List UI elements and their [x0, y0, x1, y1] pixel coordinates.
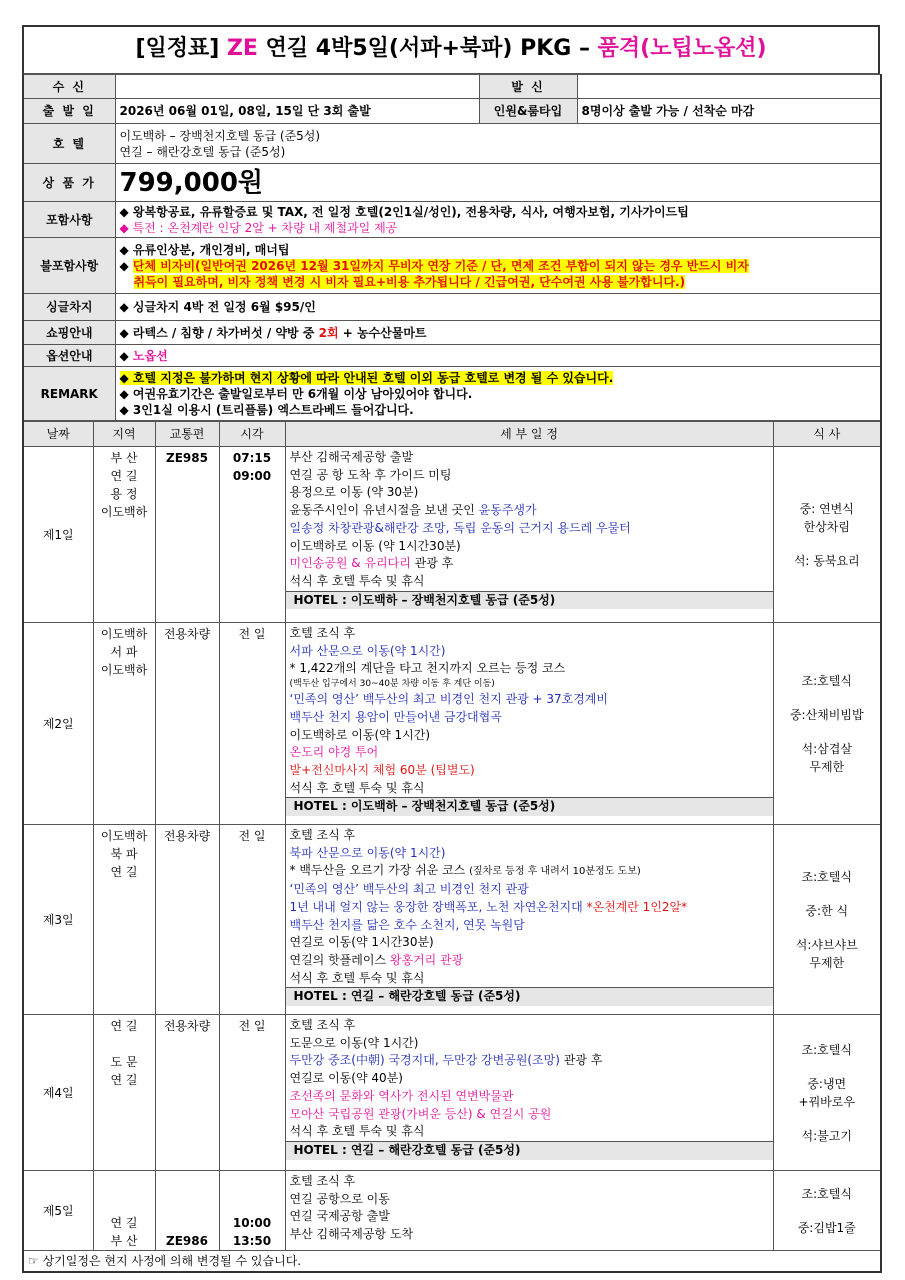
day-transport: 전용차량 [155, 623, 219, 825]
day-regions: 연 길 부 산 [93, 1171, 155, 1251]
day-hotel: HOTEL : 이도백하 – 장백천지호텔 동급 (준5성) [286, 797, 773, 816]
day-meals: 조:호텔식 중:한 식 석:샤브샤브 무제한 [773, 825, 881, 1015]
shopping-label: 쇼핑안내 [23, 321, 115, 345]
day-hotel: HOTEL : 연길 – 해란강호텔 동급 (준5성) [286, 1141, 773, 1160]
day-transport: ZE985 [155, 447, 219, 623]
option-value: ◆ 노옵션 [115, 345, 881, 367]
day-regions: 이도백하 서 파 이도백하 [93, 623, 155, 825]
pax-value: 8명이상 출발 가능 / 선착순 마감 [577, 99, 881, 124]
header-date: 날짜 [23, 422, 93, 447]
shopping-row [23, 321, 881, 345]
departure-row [23, 99, 881, 124]
remark-line: ◆ 여권유효기간은 출발일로부터 만 6개월 이상 남아있어야 합니다. [119, 386, 473, 401]
sender-label: 발 신 [479, 75, 577, 99]
include-value [115, 202, 881, 238]
single-label: 싱글차지 [23, 294, 115, 321]
sender-value [577, 75, 881, 99]
day-detail: 호텔 조식 후 도문으로 이동(약 1시간) 두만강 중조(中朝) 국경지대, 두만강 강변공원(조망) 관광 후 연길로 이동(약 40분) 조선족의 문화와 역사가 전시된 연변박물관 모아산 국립공원 관광(가벼운 등산) & 연길시 공원 석식 후 호텔 투숙 및 휴식 HOTEL : 연길 – 해란강호텔 동급 (준5성) [285, 1015, 773, 1171]
include-label: 포함사항 [23, 202, 115, 238]
header-detail: 세 부 일 정 [285, 422, 773, 447]
include-line: ◆ 왕복항공료, 유류할증료 및 TAX, 전 일정 호텔(2인1실/성인), 전용차량, 식사, 여행자보험, 기사가이드팁 [119, 204, 689, 219]
schedule-header-row [23, 422, 881, 447]
day-meals: 조:호텔식 중:산채비빔밥 석:삼겹살 무제한 [773, 623, 881, 825]
footer-note: ☞ 상기일정은 현지 사정에 의해 변경될 수 있습니다. [23, 1251, 881, 1272]
shopping-value: ◆ 라텍스 / 침향 / 차가버섯 / 약방 중 2회 + 농수산물마트 [115, 321, 881, 345]
day-transport: 전용차량 [155, 825, 219, 1015]
option-row [23, 345, 881, 367]
itinerary-document [22, 25, 880, 1273]
exclude-visa-line: ◆ 단체 비자비(일반여권 2026년 12월 31일까지 무비자 연장 기준 / 단, 면제 조건 부합이 되지 않는 경우 반드시 비자 [119, 258, 749, 273]
day-meals: 중: 연변식 한상차림 석: 동북요리 [773, 447, 881, 623]
day-hotel: HOTEL : 연길 – 해란강호텔 동급 (준5성) [286, 987, 773, 1006]
day-times: 07:15 09:00 [219, 447, 285, 623]
info-table [22, 74, 882, 421]
single-row [23, 294, 881, 321]
recipient-row [23, 75, 881, 99]
header-region: 지역 [93, 422, 155, 447]
day-label: 제4일 [23, 1015, 93, 1171]
exclude-row [23, 238, 881, 294]
hotel-line: 이도백하 – 장백천지호텔 동급 (준5성) [119, 128, 321, 143]
day-row-2 [23, 623, 881, 825]
day-regions: 연 길 도 문 연 길 [93, 1015, 155, 1171]
remark-line: ◆ 호텔 지정은 불가하며 현지 상황에 따라 안내된 호텔 이외 동급 호텔로 변경 될 수 있습니다. [119, 370, 614, 385]
hotel-value [115, 124, 881, 164]
day-detail: 호텔 조식 후 서파 산문으로 이동(약 1시간) * 1,422개의 계단을 타고 천지까지 오르는 등정 코스 (백두산 입구에서 30~40분 차량 이동 후 계단 이동) ‘민족의 영산’ 백두산의 최고 비경인 천지 관광 + 37호경계비 백두산 천지 용암이 만들어낸 금강대협곡 이도백하로 이동(약 1시간) 온도리 야경 투어 발+전신마사지 체험 60분 (팁별도) 석식 후 호텔 투숙 및 휴식 HOTEL : 이도백하 – 장백천지호텔 동급 (준5성) [285, 623, 773, 825]
option-label: 옵션안내 [23, 345, 115, 367]
recipient-label: 수 신 [23, 75, 115, 99]
remark-label: REMARK [23, 367, 115, 421]
hotel-line: 연길 – 해란강호텔 동급 (준5성) [119, 144, 286, 159]
hotel-row [23, 124, 881, 164]
day-times: 10:00 13:50 [219, 1171, 285, 1251]
exclude-label: 불포함사항 [23, 238, 115, 294]
day-meals: 조:호텔식 중:냉면 +꿔바로우 석:불고기 [773, 1015, 881, 1171]
header-meal: 식 사 [773, 422, 881, 447]
day-transport: ZE986 [155, 1171, 219, 1251]
day-regions: 부 산 연 길 용 정 이도백하 [93, 447, 155, 623]
day-detail: 호텔 조식 후 북파 산문으로 이동(약 1시간) * 백두산을 오르기 가장 쉬운 코스 (짚차로 등정 후 내려서 10분정도 도보) ‘민족의 영산’ 백두산의 최고 비경인 천지 관광 1년 내내 얼지 않는 웅장한 장백폭포, 노천 자연온천지대 *온천계란 1인2알* 백두산 천지를 닮은 호수 소천지, 연못 녹원담 연길로 이동(약 1시간30분) 연길의 핫플레이스 왕홍거리 관광 석식 후 호텔 투숙 및 휴식 HOTEL : 연길 – 해란강호텔 동급 (준5성) [285, 825, 773, 1015]
day-detail: 호텔 조식 후 연길 공항으로 이동 연길 국제공항 출발 부산 김해국제공항 도착 [285, 1171, 773, 1251]
remark-value [115, 367, 881, 421]
day-row-5 [23, 1171, 881, 1251]
departure-value: 2026년 06월 01일, 08일, 15일 단 3회 출발 [115, 99, 479, 124]
day-label: 제3일 [23, 825, 93, 1015]
price-row [23, 164, 881, 202]
header-time: 시각 [219, 422, 285, 447]
day-row-4 [23, 1015, 881, 1171]
exclude-line: ◆ 유류인상분, 개인경비, 매너팁 [119, 242, 290, 257]
day-row-1 [23, 447, 881, 623]
day-time: 전 일 [219, 623, 285, 825]
day-time: 전 일 [219, 825, 285, 1015]
day-transport: 전용차량 [155, 1015, 219, 1171]
header-transport: 교통편 [155, 422, 219, 447]
title-main: 연길 4박5일(서파+북파) PKG – [257, 36, 598, 61]
single-value: ◆ 싱글차지 4박 전 일정 6월 $95/인 [115, 294, 881, 321]
footer-row [23, 1251, 881, 1272]
price-label: 상 품 가 [23, 164, 115, 202]
day-label: 제1일 [23, 447, 93, 623]
day-row-3 [23, 825, 881, 1015]
price-value: 799,000원 [115, 164, 881, 202]
day-label: 제2일 [23, 623, 93, 825]
day-detail: 부산 김해국제공항 출발 연길 공 항 도착 후 가이드 미팅 용정으로 이동 (약 30분) 윤동주시인이 유년시절을 보낸 곳인 윤동주생가 일송정 차창관광&해란강 조망, 독립 운동의 근거지 용드레 우물터 이도백하로 이동 (약 1시간30분) 미인송공원 & 유리다리 관광 후 석식 후 호텔 투숙 및 휴식 HOTEL : 이도백하 – 장백천지호텔 동급 (준5성) [285, 447, 773, 623]
document-title [22, 25, 880, 74]
remark-row [23, 367, 881, 421]
include-benefit-line: ◆ 특전 : 온천계란 인당 2알 + 차량 내 제철과일 제공 [119, 220, 398, 235]
hotel-label: 호 텔 [23, 124, 115, 164]
day-meals: 조:호텔식 중:김밥1줄 [773, 1171, 881, 1251]
title-grade: 품격(노팁노옵션) [597, 36, 767, 61]
include-row [23, 202, 881, 238]
schedule-table [22, 421, 882, 1273]
title-prefix: [일정표] [135, 36, 227, 61]
departure-label: 출 발 일 [23, 99, 115, 124]
recipient-value [115, 75, 479, 99]
title-airline: ZE [226, 36, 258, 61]
day-regions: 이도백하 북 파 연 길 [93, 825, 155, 1015]
exclude-visa-line-2: 취득이 필요하며, 비자 정책 변경 시 비자 필요+비용 추가됩니다 / 긴급여권, 단수여권 사용 불가합니다.) [133, 274, 686, 289]
pax-label: 인원&룸타입 [479, 99, 577, 124]
day-hotel: HOTEL : 이도백하 – 장백천지호텔 동급 (준5성) [286, 591, 773, 610]
exclude-value [115, 238, 881, 294]
remark-line: ◆ 3인1실 이용시 (트리플룸) 엑스트라베드 들어갑니다. [119, 402, 414, 417]
day-time: 전 일 [219, 1015, 285, 1171]
day-label: 제5일 [23, 1171, 93, 1251]
